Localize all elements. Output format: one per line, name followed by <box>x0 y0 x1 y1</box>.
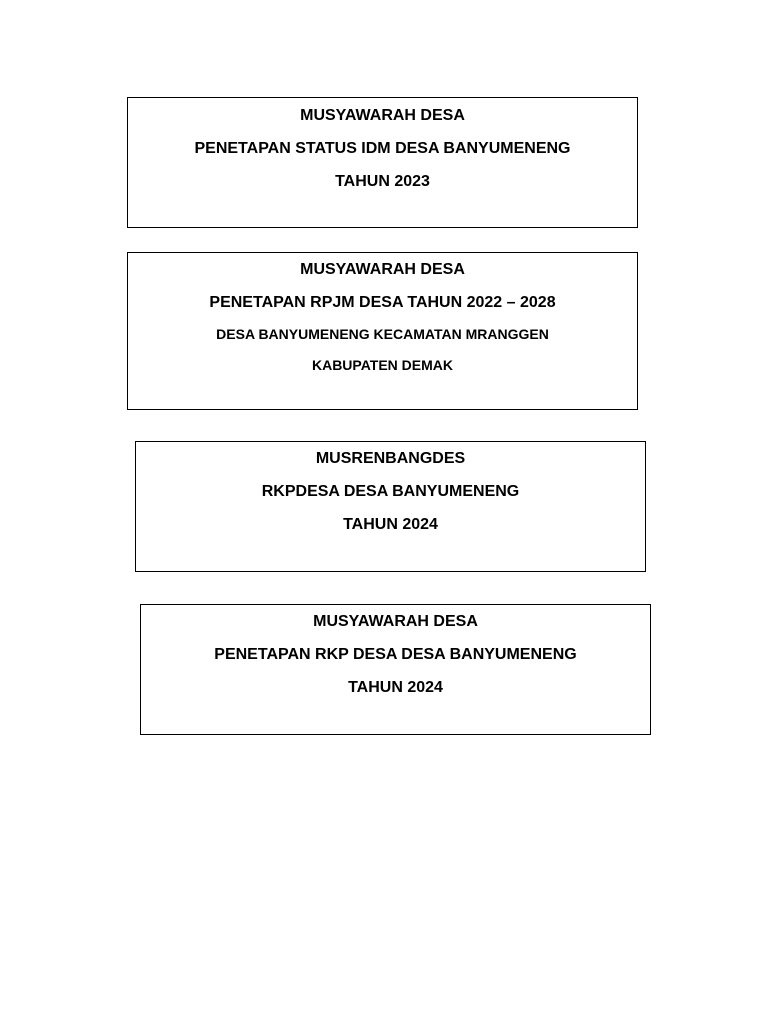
box-location: DESA BANYUMENENG KECAMATAN MRANGGEN <box>216 326 549 342</box>
box-year: TAHUN 2024 <box>343 516 438 533</box>
box-regency: KABUPATEN DEMAK <box>311 357 454 373</box>
box-year: TAHUN 2024 <box>348 679 443 696</box>
title-box-musrenbangdes <box>135 441 646 572</box>
box-heading: MUSYAWARAH DESA <box>313 613 478 630</box>
box-heading: MUSYAWARAH DESA <box>300 107 465 124</box>
title-box-rkp <box>140 604 651 735</box>
box-subtitle: PENETAPAN RKP DESA DESA BANYUMENENG <box>214 646 577 663</box>
box-heading: MUSRENBANGDES <box>315 450 466 467</box>
box-subtitle: RKPDESA DESA BANYUMENENG <box>261 483 520 500</box>
title-box-rpjm <box>127 252 638 410</box>
box-subtitle: PENETAPAN RPJM DESA TAHUN 2022 – 2028 <box>209 294 556 311</box>
box-year: TAHUN 2023 <box>335 173 430 190</box>
title-box-idm-status <box>127 97 638 228</box>
box-subtitle: PENETAPAN STATUS IDM DESA BANYUMENENG <box>194 140 571 157</box>
box-heading: MUSYAWARAH DESA <box>300 261 465 278</box>
